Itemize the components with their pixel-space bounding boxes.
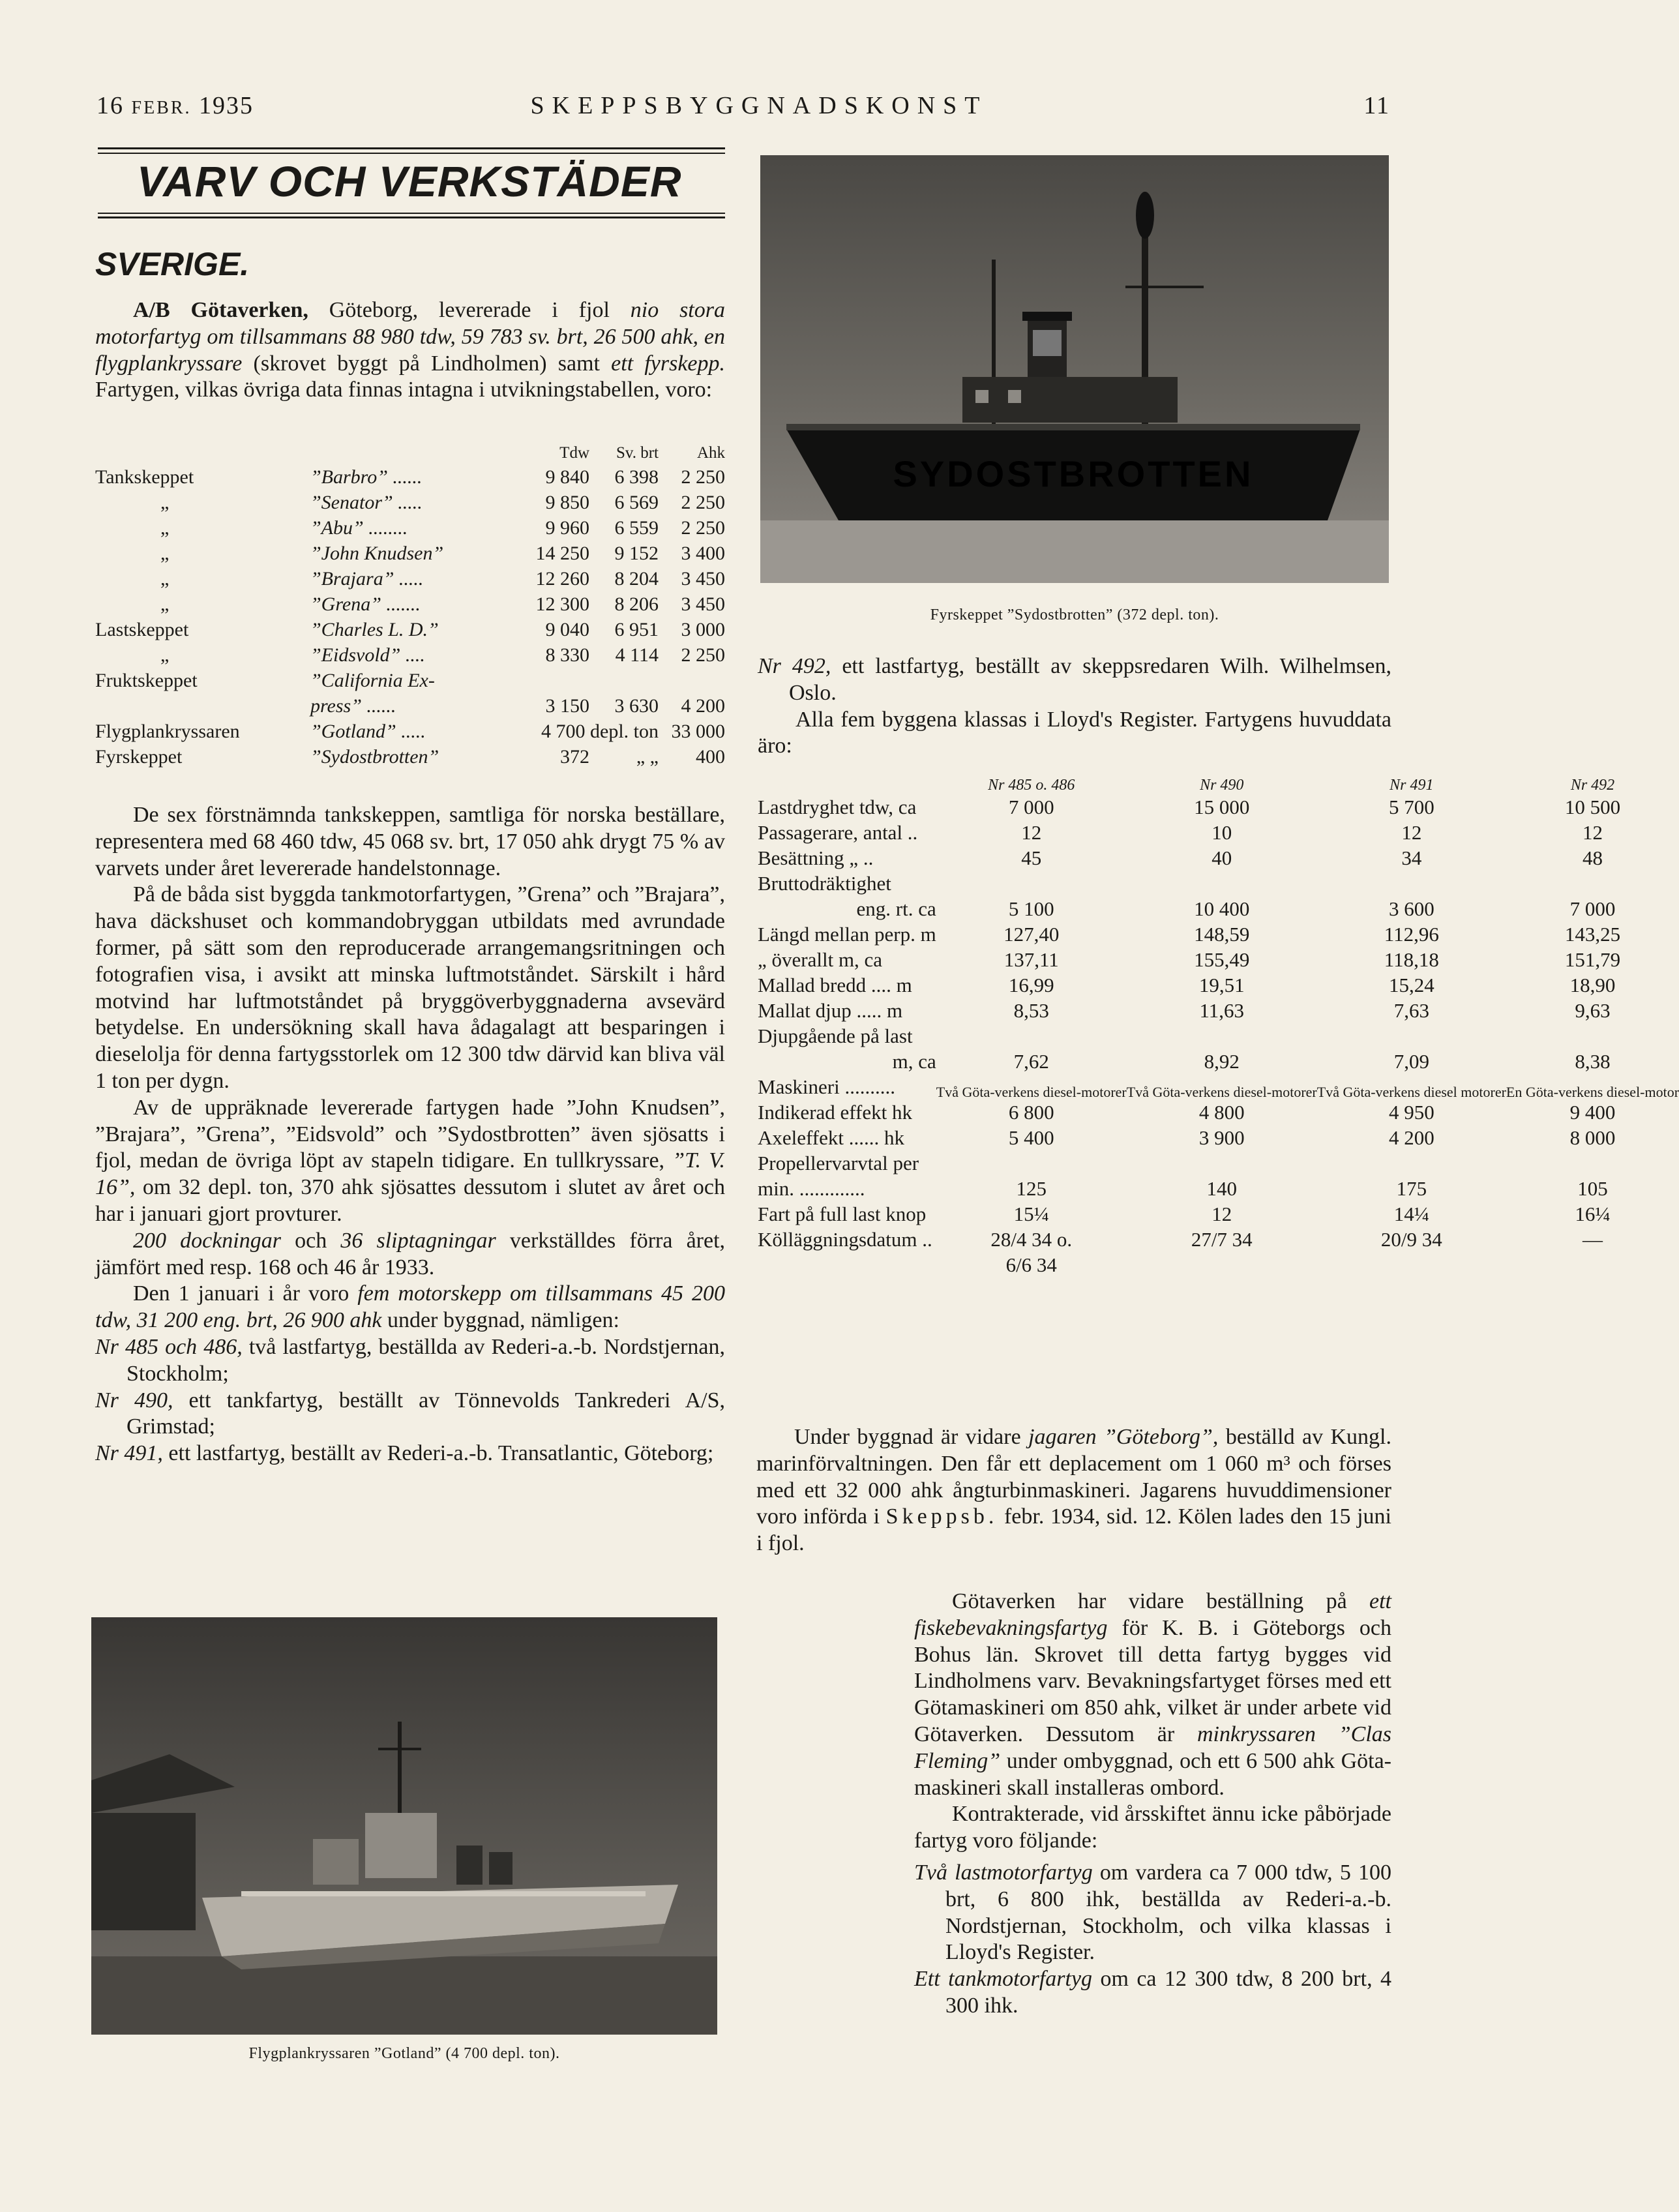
spec-value: 9,63 [1575, 999, 1611, 1022]
spec-value: En Göta-verkens diesel-motor [1506, 1084, 1679, 1100]
fleet-brt: 8 204 [614, 568, 659, 590]
title-rule-top [98, 147, 725, 149]
fleet-row [95, 668, 725, 693]
spec-value [1317, 1150, 1506, 1176]
fleet-row [95, 642, 725, 668]
spec-value [1506, 1252, 1679, 1278]
spec-value: 15 000 [1194, 796, 1250, 818]
fleet-tdw: 9 850 [545, 492, 589, 513]
title-rule-bottom-thin [98, 213, 725, 214]
fleet-type: Fyrskeppet [95, 746, 183, 768]
spec-value: 10 [1211, 821, 1232, 844]
spec-value: 6/6 34 [1005, 1253, 1057, 1276]
destroyer-paragraph: Under byggnad är vidare jagaren ”Göteborg”, beställd av Kungl. marinförvaltningen. Den får ett deplacement om 1 060 m³ och förses med ett 32 000 ahk ångturbinmaskineri. Jagarens huvuddimensioner voro införda i Skeppsb. febr. 1934, sid. 12. Kölen lades den 15 juni i fjol. [756, 1425, 1392, 1556]
spec-value [1506, 1023, 1679, 1049]
spec-row [758, 1252, 1679, 1278]
para-grena-brajara: På de båda sist byggda tankmotorfartygen, ”Grena” och ”Brajara”, hava däckshuset och kommandobryggan utbildats med avrundade former, på sätt som den reproducerade arrangemangsritningen och fotografien visa, i avsikt att minska luftmotståndet. Särskilt i hård motvind har luftmotståndet på bryggöverbyggnaderna avsevärd betydelse. En undersökning skall hava ådagalagt att besparingen i dieselolja för denna fartygsstorlek om 12 300 tdw därvid kan bliva väl 1 ton per dygn. [95, 882, 725, 1093]
spec-value: 4 950 [1388, 1101, 1434, 1124]
lightship-photo [760, 155, 1389, 583]
spec-value [936, 1023, 1127, 1049]
fleet-brt: 6 951 [614, 619, 659, 640]
gotland-image [91, 1617, 717, 2035]
lightship-hull-name: SYDOSTBROTTEN [893, 453, 1254, 494]
spec-value: 148,59 [1194, 923, 1250, 946]
spec-value: 40 [1211, 846, 1232, 869]
spec-value [1127, 1150, 1317, 1176]
spec-value: 8,38 [1575, 1050, 1611, 1073]
fleet-row [95, 541, 725, 566]
fleet-row [95, 515, 725, 541]
fleet-brt: 6 398 [614, 466, 659, 488]
fleet-row [95, 719, 725, 744]
spec-value: 7 000 [1008, 796, 1054, 818]
fleet-ahk: 3 400 [681, 543, 725, 564]
fleet-tdw: 9 840 [545, 466, 589, 488]
spec-value: 5 700 [1388, 796, 1434, 818]
fleet-tdw: 14 250 [535, 543, 589, 564]
specs-table-header: Nr 485 o. 486 Nr 490 Nr 491 Nr 492 [988, 777, 1615, 794]
list-item-491: Nr 491, ett lastfartyg, beställt av Rederi-a.-b. Transatlantic, Göteborg; [95, 1441, 714, 1466]
spec-value: 112,96 [1384, 923, 1439, 946]
spec-row [758, 1176, 1679, 1201]
spec-row [758, 972, 1679, 998]
spec-value: 7,09 [1393, 1050, 1429, 1073]
fleet-ship-name: ”Brajara” ..... [310, 568, 424, 590]
spec-label: Axeleffekt ...... hk [758, 1126, 904, 1149]
spec-value: 137,11 [1003, 948, 1059, 971]
spec-value: 12 [1401, 821, 1422, 844]
fleet-type: Tankskeppet [95, 466, 194, 488]
spec-value: 45 [1021, 846, 1042, 869]
title-rule-top-thin [98, 153, 725, 154]
fleet-type: „ [160, 644, 170, 666]
spec-value: 12 [1211, 1203, 1232, 1225]
country-heading: SVERIGE. [95, 246, 250, 282]
spec-label: Mallat djup ..... m [758, 999, 903, 1022]
fleet-ahk: 4 200 [681, 695, 725, 717]
spec-value: 18,90 [1569, 974, 1616, 996]
spec-row [758, 1049, 1679, 1074]
right-upper-text [758, 653, 1391, 760]
spec-value: 12 [1582, 821, 1603, 844]
spec-value: Två Göta-verkens diesel-motorer [936, 1084, 1127, 1100]
specs-table [758, 776, 1679, 1278]
spec-row [758, 1150, 1679, 1176]
fleet-ship-name: ”Sydostbrotten” [310, 746, 439, 768]
spec-value: 12 [1021, 821, 1042, 844]
spec-value: 15,24 [1388, 974, 1434, 996]
spec-label: Fart på full last knop [758, 1203, 927, 1225]
fleet-ship-name: ”John Knudsen” [310, 543, 444, 564]
spec-label: Mallad bredd .... m [758, 974, 912, 996]
fleet-type: Flygplankryssaren [95, 721, 240, 742]
spec-value [936, 871, 1127, 896]
fleet-brt: 6 569 [614, 492, 659, 513]
spec-value: 11,63 [1199, 999, 1245, 1022]
fleet-type: Fruktskeppet [95, 670, 198, 691]
fleet-tdw: 9 040 [545, 619, 589, 640]
fleet-ship-name: press” ...... [310, 695, 396, 717]
fleet-ship-name: ”Charles L. D.” [310, 619, 439, 640]
fleet-tdw: 8 330 [545, 644, 589, 666]
page-number: 11 [1363, 92, 1390, 119]
fleet-ship-name: ”Barbro” ...... [310, 466, 423, 488]
spec-value: 34 [1401, 846, 1422, 869]
spec-row [758, 1023, 1679, 1049]
spec-label: Indikerad effekt hk [758, 1101, 912, 1124]
fleet-ship-name: ”Abu” ........ [310, 517, 408, 539]
fleet-ahk: 3 450 [681, 568, 725, 590]
para-lloyds: Alla fem byggena klassas i Lloyd's Register. Fartygens huvuddata äro: [758, 707, 1391, 758]
spec-value [1317, 1252, 1506, 1278]
spec-value [1506, 871, 1679, 896]
spec-value: 10 400 [1194, 897, 1250, 920]
spec-value: 14¼ [1393, 1203, 1429, 1225]
spec-value: 151,79 [1564, 948, 1621, 971]
para-tankers: De sex förstnämnda tankskeppen, samtliga för norska beställare, representera med 68 460 tdw, 45 068 sv. brt, 17 050 ahk drygt 75 % av varvets under året levererade handelstonnage. [95, 803, 725, 880]
spec-label [758, 1252, 936, 1278]
spec-value [1317, 871, 1506, 896]
spec-value: 118,18 [1384, 948, 1439, 971]
spec-value: 8,53 [1013, 999, 1049, 1022]
para-fishery-vessel: Götaverken har vidare beställning på ett fiskebevakningsfartyg för K. B. i Göteborgs och Bohus län. Skrovet till detta fartyg bygges vid Lindholmens varv. Bevakningsfartyget förses med ett Götamaskineri om 850 ahk, vilket är under arbete vid Götaverken. Dessutom är minkryssaren ”Clas Fleming” under ombyggnad, och ett 6 500 ahk Göta-maskineri skall installeras ombord. [914, 1589, 1391, 1800]
fleet-row [95, 566, 725, 591]
fleet-brt: 6 559 [614, 517, 659, 539]
fleet-type: „ [160, 568, 170, 590]
fleet-table-header: Tdw Sv. brt Ahk [559, 444, 725, 462]
contract-tanker: Ett tankmotorfartyg om ca 12 300 tdw, 8 200 brt, 4 300 ihk. [914, 1967, 1391, 2018]
spec-label: Bruttodräktighet [758, 872, 891, 895]
fleet-ship-name: ”Senator” ..... [310, 492, 423, 513]
fleet-ship-name: ”Gotland” ..... [310, 721, 426, 742]
fleet-brt [589, 668, 659, 693]
spec-value: 48 [1582, 846, 1603, 869]
running-head-journal: SKEPPSBYGGNADSKONST [530, 92, 988, 119]
spec-label: min. ............. [758, 1177, 865, 1200]
fleet-ahk: 3 450 [681, 593, 725, 615]
spec-row [758, 845, 1679, 871]
right-lower-text [914, 1589, 1391, 2020]
fleet-tdw: 12 260 [535, 568, 589, 590]
fleet-ahk: 2 250 [681, 466, 725, 488]
contract-cargo-ships: Två lastmotorfartyg om vardera ca 7 000 tdw, 5 100 brt, 6 800 ihk, beställda av Rederi-a.-b. Nordstjernan, Stockholm, och vilka klassas i Lloyd's Register. [914, 1860, 1391, 1965]
fleet-row [95, 744, 725, 770]
fleet-tdw [492, 668, 589, 693]
fleet-row [95, 490, 725, 515]
title-rule-bottom [98, 217, 725, 218]
spec-value: — [1582, 1228, 1603, 1251]
fleet-ahk: 2 250 [681, 644, 725, 666]
spec-value: 143,25 [1564, 923, 1621, 946]
spec-value: 20/9 34 [1380, 1228, 1442, 1251]
spec-row [758, 1201, 1679, 1227]
spec-value: 155,49 [1194, 948, 1250, 971]
spec-value [1127, 1252, 1317, 1278]
spec-label: Lastdryghet tdw, ca [758, 796, 917, 818]
spec-value: 175 [1396, 1177, 1427, 1200]
fleet-ahk: 33 000 [671, 721, 725, 742]
fleet-ahk: 2 250 [681, 517, 725, 539]
fleet-type [95, 693, 303, 719]
fleet-type: Lastskeppet [95, 619, 189, 640]
fleet-type: „ [160, 517, 170, 539]
spec-value: 27/7 34 [1191, 1228, 1253, 1251]
spec-row [758, 1099, 1679, 1125]
fleet-ahk: 400 [696, 746, 725, 768]
spec-value: 6 800 [1008, 1101, 1054, 1124]
spec-label: Maskineri .......... [758, 1075, 895, 1098]
fleet-ahk [659, 668, 725, 693]
spec-value: Två Göta-verkens diesel-motorer [1126, 1084, 1317, 1100]
spec-value [936, 1150, 1127, 1176]
fleet-tdw: 9 960 [545, 517, 589, 539]
spec-row [758, 921, 1679, 947]
spec-value [1506, 1150, 1679, 1176]
spec-row [758, 947, 1679, 972]
spec-value: 16¼ [1575, 1203, 1611, 1225]
fleet-row [95, 464, 725, 490]
lightship-image [760, 155, 1389, 583]
spec-row [758, 896, 1679, 921]
spec-value: 19,51 [1198, 974, 1245, 996]
spec-value: 7 000 [1569, 897, 1616, 920]
spec-row [758, 998, 1679, 1023]
fleet-type: „ [160, 593, 170, 615]
spec-value: 15¼ [1013, 1203, 1049, 1225]
spec-value: 16,99 [1008, 974, 1054, 996]
spec-row [758, 820, 1679, 845]
fleet-row [95, 693, 725, 719]
spec-label: m, ca [892, 1050, 936, 1073]
spec-value [1127, 1023, 1317, 1049]
spec-label: Besättning „ .. [758, 846, 874, 869]
spec-row [758, 1227, 1679, 1252]
spec-value: 140 [1206, 1177, 1237, 1200]
spec-value: 4 200 [1388, 1126, 1434, 1149]
fleet-brt: 8 206 [614, 593, 659, 615]
fleet-tdw: 4 700 depl. ton [541, 721, 659, 742]
fleet-type: „ [160, 492, 170, 513]
fleet-brt: 3 630 [614, 695, 659, 717]
spec-value: 125 [1016, 1177, 1047, 1200]
para-launched: Av de uppräknade levererade fartygen hade ”John Knudsen”, ”Brajara”, ”Grena”, ”Eidsvold” och ”Sydostbrotten” även sjösatts i fjol, medan de övriga löpt av stapeln tidigare. En tullkryssare, ”T. V. 16”, om 32 depl. ton, 370 ahk sjösattes dessutom i slutet av året och har i januari gjort provturer. [95, 1095, 725, 1226]
spec-row [758, 794, 1679, 820]
fleet-ship-name: ”California Ex- [310, 670, 435, 691]
spec-value: 7,63 [1393, 999, 1429, 1022]
spec-label: „ överallt m, ca [758, 948, 883, 971]
fleet-ahk: 3 000 [681, 619, 725, 640]
gotland-photo [91, 1617, 717, 2035]
fleet-brt: 9 152 [614, 543, 659, 564]
spec-label: Propellervarvtal per [758, 1152, 919, 1174]
spec-value: 7,62 [1013, 1050, 1049, 1073]
fleet-table [95, 442, 725, 770]
gotland-caption: Flygplankryssaren ”Gotland” (4 700 depl. ton). [248, 2045, 560, 2062]
spec-value: 5 400 [1008, 1126, 1054, 1149]
spec-label: Längd mellan perp. m [758, 923, 936, 946]
fleet-row [95, 591, 725, 617]
spec-value: 3 900 [1198, 1126, 1245, 1149]
fleet-brt: 4 114 [615, 644, 659, 666]
para-under-construction: Den 1 januari i år voro fem motorskepp om tillsammans 45 200 tdw, 31 200 eng. brt, 26 900 ahk under byggnad, nämligen: [95, 1281, 725, 1333]
spec-label: Kölläggningsdatum .. [758, 1228, 932, 1251]
spec-row [758, 1125, 1679, 1150]
list-item-490: Nr 490, ett tankfartyg, beställt av Tönnevolds Tankrederi A/S, Grimstad; [95, 1388, 725, 1439]
fleet-tdw: 12 300 [535, 593, 589, 615]
para-dockings: 200 dockningar och 36 sliptagningar verkställdes förra året, jämfört med resp. 168 och 46 år 1933. [95, 1228, 726, 1279]
intro-paragraph: A/B Götaverken, Göteborg, levererade i fjol nio stora motorfartyg om tillsammans 88 980 tdw, 59 783 sv. brt, 26 500 ahk, en flygplankryssare (skrovet byggt på Lindholmen) samt ett fyrskepp. Fartygen, vilkas övriga data finnas intagna i utvikningstabellen, voro: [95, 298, 726, 402]
fleet-brt: „ „ [636, 746, 659, 768]
spec-row [758, 1074, 1679, 1099]
list-item-485: Nr 485 och 486, två lastfartyg, beställda av Rederi-a.-b. Nordstjernan, Stockholm; [95, 1334, 726, 1386]
spec-label: eng. rt. ca [856, 897, 936, 920]
spec-value [1127, 871, 1317, 896]
spec-value: Två Göta-verkens diesel motorer [1316, 1084, 1506, 1100]
spec-value: 28/4 34 o. [990, 1228, 1073, 1251]
fleet-tdw: 3 150 [545, 695, 589, 717]
spec-value: 10 500 [1564, 796, 1621, 818]
spec-value: 5 100 [1008, 897, 1054, 920]
spec-label: Djupgående på last [758, 1024, 913, 1047]
spec-value [1317, 1023, 1506, 1049]
spec-value: 9 400 [1569, 1101, 1616, 1124]
fleet-row [95, 617, 725, 642]
spec-label: Passagerare, antal .. [758, 821, 918, 844]
spec-row [758, 871, 1679, 896]
lightship-caption: Fyrskeppet ”Sydostbrotten” (372 depl. ton). [930, 606, 1219, 623]
spec-value: 8,92 [1204, 1050, 1240, 1073]
fleet-ship-name: ”Eidsvold” .... [310, 644, 425, 666]
fleet-type: „ [160, 543, 170, 564]
spec-value: 3 600 [1388, 897, 1434, 920]
fleet-tdw: 372 [560, 746, 589, 768]
section-title: VARV OCH VERKSTÄDER [137, 157, 682, 205]
spec-value: 127,40 [1003, 923, 1060, 946]
fleet-ahk: 2 250 [681, 492, 725, 513]
fleet-ship-name: ”Grena” ....... [310, 593, 421, 615]
running-head-date: 16 FEBR. 1935 [97, 92, 254, 119]
list-item-492: Nr 492, ett lastfartyg, beställt av skeppsredaren Wilh. Wilhelmsen, Oslo. [758, 654, 1391, 705]
spec-value: 105 [1577, 1177, 1608, 1200]
left-body-text [95, 802, 725, 1467]
spec-value: 4 800 [1198, 1101, 1245, 1124]
para-contracted: Kontrakterade, vid årsskiftet ännu icke påbörjade fartyg voro följande: [914, 1802, 1391, 1853]
spec-value: 8 000 [1569, 1126, 1616, 1149]
